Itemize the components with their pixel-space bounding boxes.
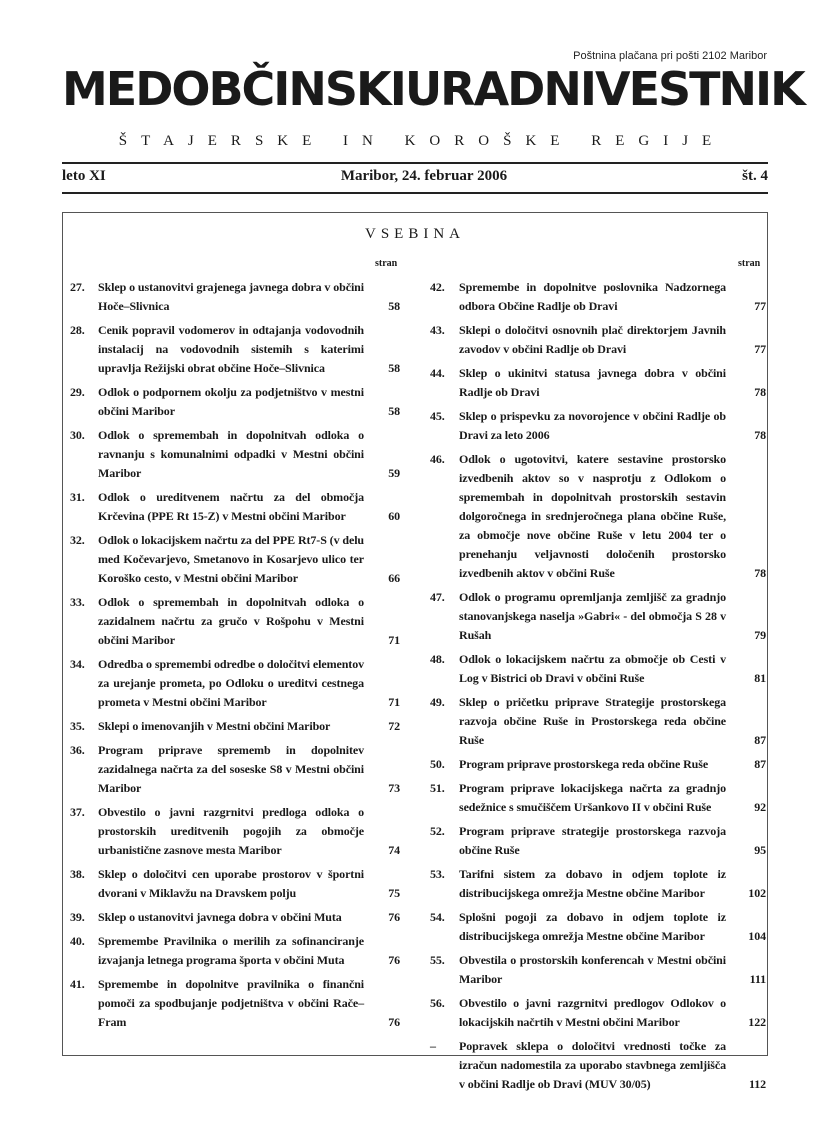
toc-entry[interactable] xyxy=(430,994,766,1032)
toc-entry[interactable] xyxy=(430,755,766,774)
entry-number: 50. xyxy=(430,757,445,771)
entry-number: 54. xyxy=(430,910,445,924)
entry-title: Obvestilo o javni razgrnitvi predlogov Odlokov o lokacijskih načrtih v Mestni občini Maribor xyxy=(459,996,726,1029)
entry-number: 37. xyxy=(70,805,85,819)
toc-entry[interactable] xyxy=(70,593,400,650)
entry-title: Spremembe in dopolnitve pravilnika o finančni pomoči za spodbujanje podjetništva v občini Rače–Fram xyxy=(98,977,364,1029)
toc-entry[interactable] xyxy=(430,450,766,583)
entry-title: Obvestila o prostorskih konferencah v Mestni občini Maribor xyxy=(459,953,726,986)
entry-page: 73 xyxy=(388,781,400,795)
toc-entry[interactable] xyxy=(70,975,400,1032)
entry-title: Program priprave lokacijskega načrta za gradnjo sedežnice s smučiščem Uršankovo II v občini Ruše xyxy=(459,781,726,814)
entry-title: Spremembe in dopolnitve poslovnika Nadzornega odbora Občine Radlje ob Dravi xyxy=(459,280,726,313)
entry-page: 95 xyxy=(754,843,766,857)
entry-title: Sklepi o imenovanjih v Mestni občini Maribor xyxy=(98,719,331,733)
toc-entry[interactable] xyxy=(430,278,766,316)
left-column-page-header: stran xyxy=(375,258,398,269)
entry-number: 52. xyxy=(430,824,445,838)
entry-page: 76 xyxy=(388,953,400,967)
entry-number: 48. xyxy=(430,652,445,666)
entry-page: 75 xyxy=(388,886,400,900)
toc-entry[interactable] xyxy=(70,531,400,588)
toc-entry[interactable] xyxy=(430,650,766,688)
entry-title: Obvestilo o javni razgrnitvi predloga odloka o prostorskih ureditvenih pogojih za območje urbanistične zasnove mesta Maribor xyxy=(98,805,364,857)
entry-number: 31. xyxy=(70,490,85,504)
entry-page: 60 xyxy=(388,509,400,523)
masthead-word: VESTNIK xyxy=(594,62,804,116)
entry-page: 92 xyxy=(754,800,766,814)
entry-title: Odlok o spremembah in dopolnitvah odloka o ravnanju s komunalnimi odpadki v Mestni občini Maribor xyxy=(98,428,364,480)
entry-number: 55. xyxy=(430,953,445,967)
entry-title: Popravek sklepa o določitvi vrednosti točke za izračun nadomestila za uporabo stavbnega zemljišča v občini Radlje ob Dravi (MUV 30/05) xyxy=(459,1039,726,1091)
header-rule-top xyxy=(62,162,768,164)
entry-number: 27. xyxy=(70,280,85,294)
entry-title: Odlok o lokacijskem načrtu za območje ob Cesti v Log v Bistrici ob Dravi v občini Ruše xyxy=(459,652,726,685)
masthead-title xyxy=(62,62,804,116)
entry-number: 39. xyxy=(70,910,85,924)
entry-number: 47. xyxy=(430,590,445,604)
entry-page: 76 xyxy=(388,1015,400,1029)
header-rule-bottom xyxy=(62,192,768,194)
toc-entry[interactable] xyxy=(430,321,766,359)
entry-page: 66 xyxy=(388,571,400,585)
entry-number: 45. xyxy=(430,409,445,423)
toc-left-column xyxy=(70,278,400,1037)
toc-right-column xyxy=(430,278,766,1099)
entry-number: 28. xyxy=(70,323,85,337)
toc-entry[interactable] xyxy=(70,865,400,903)
entry-page: 76 xyxy=(388,910,400,924)
entry-title: Odlok o ureditvenem načrtu za del območja Krčevina (PPE Rt 15-Z) v Mestni občini Maribor xyxy=(98,490,364,523)
entry-number: 49. xyxy=(430,695,445,709)
entry-page: 81 xyxy=(754,671,766,685)
entry-number: 56. xyxy=(430,996,445,1010)
entry-page: 74 xyxy=(388,843,400,857)
entry-number: 46. xyxy=(430,452,445,466)
entry-page: 71 xyxy=(388,695,400,709)
entry-title: Sklep o prispevku za novorojence v občini Radlje ob Dravi za leto 2006 xyxy=(459,409,726,442)
entry-title: Spremembe Pravilnika o merilih za sofinanciranje izvajanja letnega programa športa v občini Muta xyxy=(98,934,364,967)
entry-page: 58 xyxy=(388,404,400,418)
entry-page: 58 xyxy=(388,299,400,313)
entry-title: Splošni pogoji za dobavo in odjem toplote iz distribucijskega omrežja Mestne občine Maribor xyxy=(459,910,726,943)
entry-title: Tarifni sistem za dobavo in odjem toplote iz distribucijskega omrežja Mestne občine Maribor xyxy=(459,867,726,900)
issue-place-date: Maribor, 24. februar 2006 xyxy=(340,168,508,184)
toc-entry[interactable] xyxy=(70,932,400,970)
entry-page: 78 xyxy=(754,428,766,442)
entry-page: 111 xyxy=(749,972,766,986)
entry-page: 77 xyxy=(754,342,766,356)
toc-title: VSEBINA xyxy=(364,226,465,242)
entry-title: Program priprave sprememb in dopolnitev zazidalnega načrta za del soseske S8 v Mestni občini Maribor xyxy=(98,743,364,795)
entry-number: 43. xyxy=(430,323,445,337)
toc-entry[interactable] xyxy=(70,908,400,927)
entry-title: Sklep o ustanovitvi grajenega javnega dobra v občini Hoče–Slivnica xyxy=(98,280,364,313)
toc-entry[interactable] xyxy=(70,655,400,712)
entry-number: 29. xyxy=(70,385,85,399)
toc-entry[interactable] xyxy=(70,488,400,526)
entry-page: 59 xyxy=(388,466,400,480)
toc-entry[interactable] xyxy=(430,588,766,645)
entry-number: 33. xyxy=(70,595,85,609)
toc-entry[interactable] xyxy=(70,278,400,316)
entry-page: 78 xyxy=(754,385,766,399)
toc-entry[interactable] xyxy=(70,803,400,860)
entry-page: 72 xyxy=(388,719,400,733)
toc-entry[interactable] xyxy=(70,426,400,483)
toc-entry[interactable] xyxy=(430,951,766,989)
toc-entry[interactable] xyxy=(430,364,766,402)
toc-entry[interactable] xyxy=(70,741,400,798)
entry-title: Sklep o pričetku priprave Strategije prostorskega razvoja občine Ruše in Prostorskega reda občine Ruše xyxy=(459,695,726,747)
entry-number: 34. xyxy=(70,657,85,671)
entry-page: 87 xyxy=(754,757,766,771)
entry-title: Cenik popravil vodomerov in odtajanja vodovodnih instalacij na vodovodnih sistemih s katerimi upravlja Režijski obrat občine Hoče–Slivnica xyxy=(98,323,364,375)
postage-note: Poštnina plačana pri pošti 2102 Maribor xyxy=(573,50,767,62)
entry-number: 42. xyxy=(430,280,445,294)
entry-page: 58 xyxy=(388,361,400,375)
entry-page: 102 xyxy=(748,886,766,900)
entry-number: 32. xyxy=(70,533,85,547)
issue-info-row xyxy=(62,168,768,188)
entry-title: Program priprave prostorskega reda občine Ruše xyxy=(459,757,709,771)
toc-entry[interactable] xyxy=(70,717,400,736)
entry-page: 112 xyxy=(748,1077,766,1091)
entry-title: Sklep o ukinitvi statusa javnega dobra v občini Radlje ob Dravi xyxy=(459,366,726,399)
entry-title: Odlok o programu opremljanja zemljišč za gradnjo stanovanjskega naselja »Gabri« - del območja S 28 v Rušah xyxy=(459,590,726,642)
entry-title: Sklep o ustanovitvi javnega dobra v občini Muta xyxy=(98,910,342,924)
entry-number: 51. xyxy=(430,781,445,795)
toc-entry[interactable] xyxy=(430,693,766,750)
toc-entry[interactable] xyxy=(430,1037,766,1094)
entry-page: 71 xyxy=(388,633,400,647)
entry-title: Odredba o spremembi odredbe o določitvi elementov za urejanje prometa, po Odloku o ureditvi cestnega prometa v Mestni občini Maribor xyxy=(98,657,364,709)
right-column-page-header: stran xyxy=(738,258,761,269)
entry-number: 30. xyxy=(70,428,85,442)
toc-entry[interactable] xyxy=(430,822,766,860)
toc-entry[interactable] xyxy=(70,383,400,421)
toc-entry[interactable] xyxy=(70,321,400,378)
entry-title: Odlok o lokacijskem načrtu za del PPE Rt7-S (v delu med Kočevarjevo, Smetanovo in Kosarjevo ulico ter Koroško cesto, v Mestni občini Maribor xyxy=(98,533,364,585)
entry-number: 53. xyxy=(430,867,445,881)
toc-entry[interactable] xyxy=(430,779,766,817)
entry-title: Sklep o določitvi cen uporabe prostorov v športni dvorani v Miklavžu na Dravskem polju xyxy=(98,867,364,900)
entry-title: Odlok o podpornem okolju za podjetništvo v mestni občini Maribor xyxy=(98,385,364,418)
toc-entry[interactable] xyxy=(430,865,766,903)
issue-number: št. 4 xyxy=(742,168,768,184)
masthead-subtitle: ŠTAJERSKE IN KOROŠKE REGIJE xyxy=(118,133,726,149)
entry-number: 38. xyxy=(70,867,85,881)
entry-number: 44. xyxy=(430,366,445,380)
entry-title: Sklepi o določitvi osnovnih plač direktorjem Javnih zavodov v občini Radlje ob Dravi xyxy=(459,323,726,356)
entry-title: Odlok o ugotovitvi, katere sestavine prostorsko izvedbenih aktov so v nasprotju z Odlokom o spremembah in dopolnitvah prostorskih sestavin dolgoročnega in srednjeročnega plana občine Ruše, za območje nove občine Ruše v letu 2004 ter o prenehanju veljavnosti določenih prostorsko izvedbenih aktov v občini Ruše xyxy=(459,452,726,580)
entry-page: 104 xyxy=(748,929,766,943)
entry-page: 78 xyxy=(754,566,766,580)
entry-number: 35. xyxy=(70,719,85,733)
masthead-word: URADNI xyxy=(404,62,595,116)
entry-number: – xyxy=(430,1039,436,1053)
entry-title: Odlok o spremembah in dopolnitvah odloka o zazidalnem načrtu za gručo v Rošpohu v Mestni občini Maribor xyxy=(98,595,364,647)
entry-number: 40. xyxy=(70,934,85,948)
toc-entry[interactable] xyxy=(430,407,766,445)
entry-page: 79 xyxy=(754,628,766,642)
entry-number: 36. xyxy=(70,743,85,757)
entry-page: 87 xyxy=(754,733,766,747)
entry-page: 77 xyxy=(754,299,766,313)
entry-number: 41. xyxy=(70,977,85,991)
issue-year: leto XI xyxy=(62,168,106,184)
toc-entry[interactable] xyxy=(430,908,766,946)
entry-title: Program priprave strategije prostorskega razvoja občine Ruše xyxy=(459,824,726,857)
entry-page: 122 xyxy=(748,1015,766,1029)
masthead-word: MEDOBČINSKI xyxy=(62,62,405,116)
